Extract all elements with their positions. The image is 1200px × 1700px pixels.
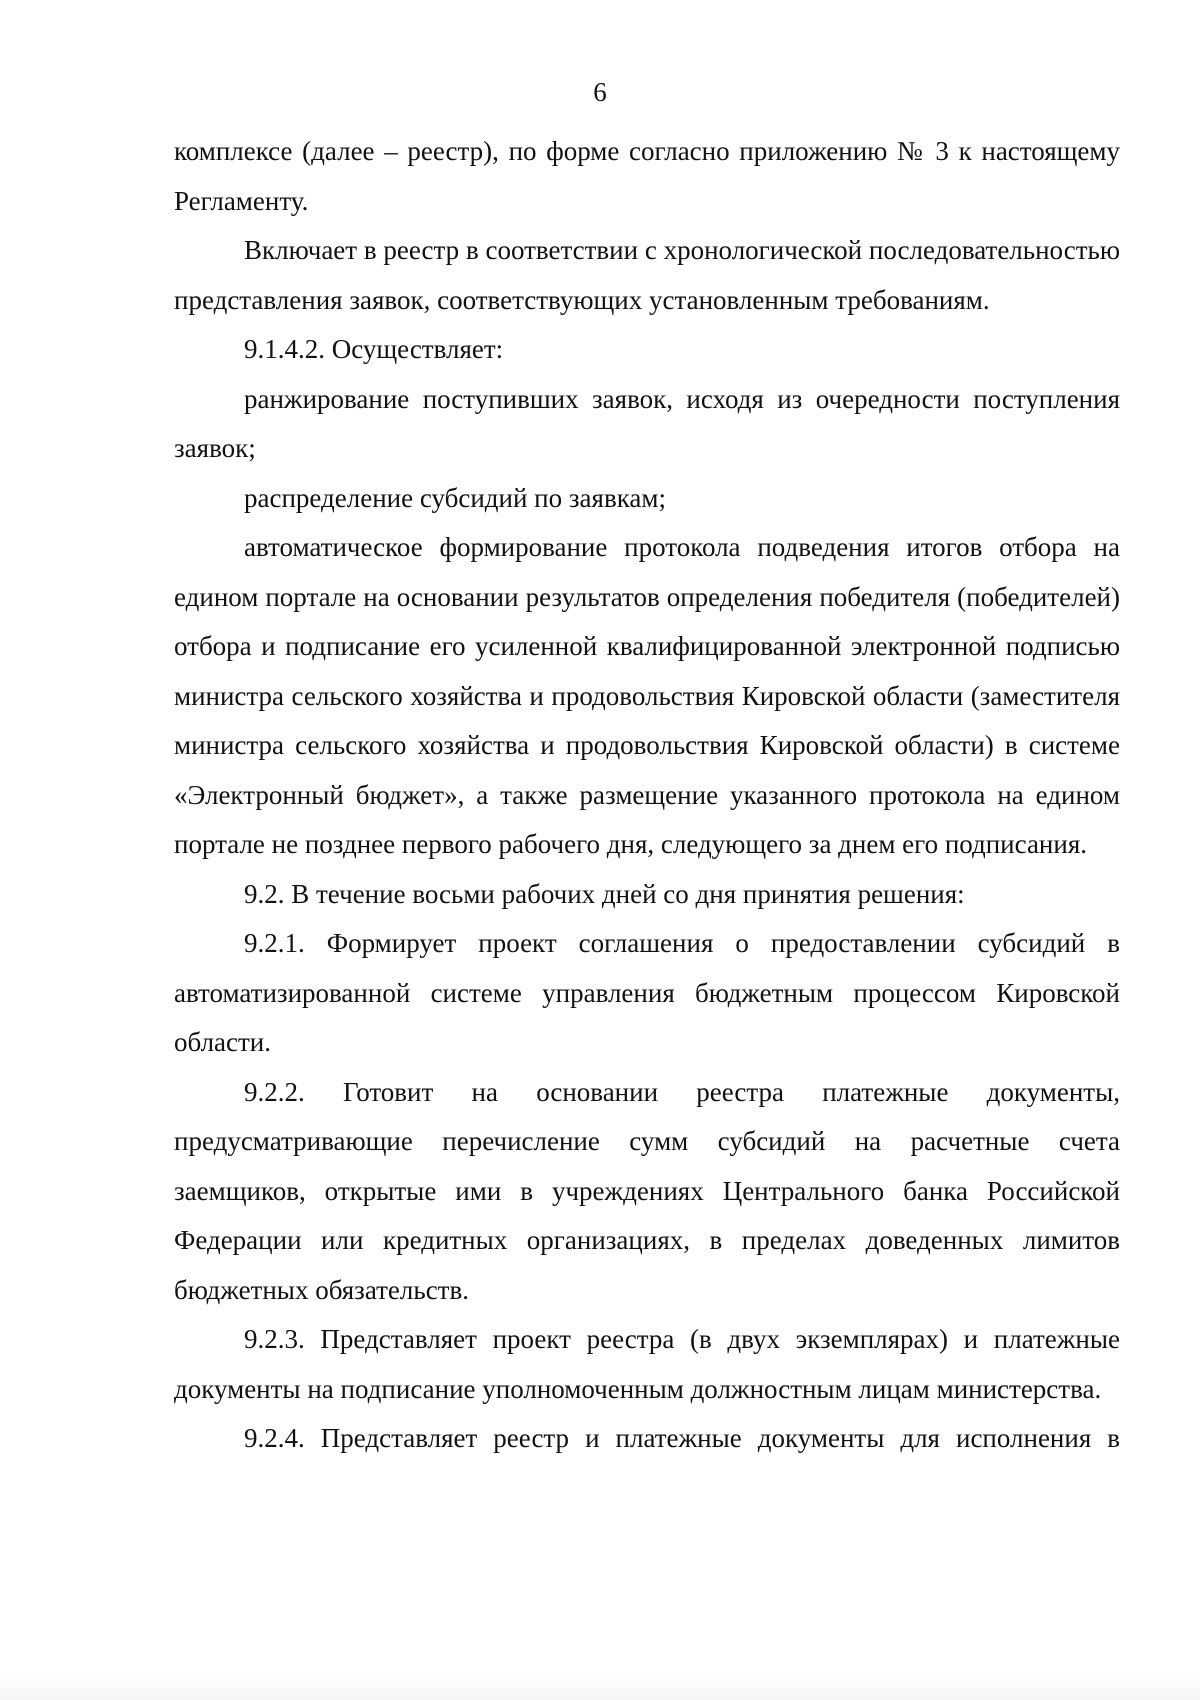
paragraph-continuation: комплексе (далее – реестр), по форме согласно приложению № 3 к настоящему Регламенту.	[174, 136, 1120, 216]
paragraph-section-9-2-4: 9.2.4. Представляет реестр и платежные документы для исполнения в	[244, 1423, 1120, 1453]
document-body	[174, 127, 1120, 1464]
paragraph-section-9-2-1: 9.2.1. Формирует проект соглашения о предоставлении субсидий в автоматизированной системе управления бюджетным процессом Кировской области.	[174, 928, 1120, 1057]
paragraph-ranking: ранжирование поступивших заявок, исходя из очередности поступления заявок;	[174, 383, 1120, 463]
paragraph-protocol: автоматическое формирование протокола подведения итогов отбора на едином портале на основании результатов определения победителя (победителей) отбора и подписание его усиленной квалифицированной электронной подписью министра сельского хозяйства и продовольствия Кировской области (заместителя министра сельского хозяйства и продовольствия Кировской области) в системе «Электронный бюджет», а также размещение указанного протокола на едином портале не позднее первого рабочего дня, следующего за днем его подписания.	[174, 532, 1120, 859]
paragraph-section-9-2: 9.2. В течение восьми рабочих дней со дня принятия решения:	[244, 878, 965, 909]
paragraph-section-9-2-3: 9.2.3. Представляет проект реестра (в двух экземплярах) и платежные документы на подписание уполномоченным должностным лицам министерства.	[174, 1324, 1120, 1404]
page-number: 6	[593, 77, 607, 107]
paragraph-distribution: распределение субсидий по заявкам;	[244, 482, 666, 513]
paragraph-registry-inclusion: Включает в реестр в соответствии с хронологической последовательностью представления заявок, соответствующих установленным требованиям.	[174, 235, 1120, 315]
paragraph-section-9-1-4-2: 9.1.4.2. Осуществляет:	[244, 334, 504, 364]
scan-bottom-edge	[0, 1672, 1200, 1700]
paragraph-section-9-2-2: 9.2.2. Готовит на основании реестра платежные документы, предусматривающие перечисление сумм субсидий на расчетные счета заемщиков, открытые ими в учреждениях Центрального банка Российской Федерации или кредитных организациях, в пределах доведенных лимитов бюджетных обязательств.	[174, 1076, 1120, 1305]
